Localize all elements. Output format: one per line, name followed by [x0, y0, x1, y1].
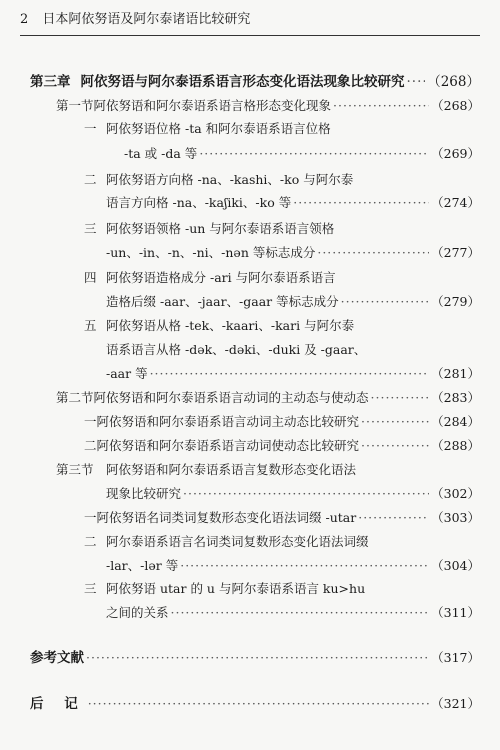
leader-dots — [333, 98, 429, 114]
item-title: 阿依努语和阿尔泰语系语言动词使动态比较研究 — [96, 438, 360, 453]
page-ref: （317） — [431, 650, 480, 665]
chapter-title: 阿依努语与阿尔泰语系语言形态变化语法现象比较研究 — [80, 74, 405, 90]
item-label: 五 — [84, 318, 97, 333]
section-title: 阿依努语和阿尔泰语系语言动词的主动态与使动态 — [93, 390, 369, 405]
leader-dots — [199, 146, 429, 162]
leader-dots — [86, 650, 429, 666]
toc-item-3-2 — [84, 534, 480, 550]
item-title: 阿依努语领格 -un 与阿尔泰语系语言领格 — [106, 221, 335, 236]
page-ref: （277） — [431, 245, 480, 260]
item-title: 阿依努语位格 -ta 和阿尔泰语系语言位格 — [106, 121, 331, 136]
page-ref: （269） — [431, 146, 480, 161]
item-title: 阿依努语和阿尔泰语系语言动词主动态比较研究 — [96, 414, 360, 429]
section-label: 第三节 — [56, 462, 94, 477]
toc-chapter-3 — [30, 74, 480, 90]
toc-afterword — [30, 696, 480, 712]
page-ref: （304） — [431, 558, 480, 573]
page-ref: （283） — [431, 390, 480, 405]
toc-section-1 — [56, 98, 480, 114]
leader-dots — [407, 74, 426, 90]
toc-item-1-4-cont — [106, 294, 480, 310]
afterword-title: 后 记 — [30, 696, 86, 712]
page-ref: （321） — [431, 696, 480, 711]
item-title: 阿依努语方向格 -na、-kashi、-ko 与阿尔泰 — [106, 172, 354, 187]
item-title-cont: -lar、-lər 等 — [106, 558, 179, 573]
book-title: 日本阿依努语及阿尔泰诸语比较研究 — [42, 12, 251, 27]
page-ref: （302） — [431, 486, 480, 501]
toc-item-1-5-cont2 — [106, 366, 480, 382]
toc-item-3-3-cont — [106, 605, 480, 621]
toc-references — [30, 650, 480, 666]
section-title: 阿依努语和阿尔泰语系语言格形态变化现象 — [93, 98, 332, 113]
leader-dots — [180, 558, 429, 574]
item-title-cont: 语言方向格 -na、-kaʃiki、-ko 等 — [106, 195, 292, 210]
page-ref: （288） — [431, 438, 480, 453]
item-label: 三 — [84, 221, 97, 236]
toc-item-1-3-cont — [106, 245, 480, 261]
item-title-cont: -un、-in、-n、-ni、-nən 等标志成分 — [106, 245, 316, 260]
page-ref: （281） — [431, 366, 480, 381]
toc-item-1-1-cont — [124, 146, 480, 162]
item-title-cont: 语系语言从格 -dək、-dəki、-duki 及 -gaar、 — [106, 342, 367, 357]
leader-dots — [293, 195, 429, 211]
item-label: 一 — [84, 414, 97, 429]
chapter-label: 第三章 — [30, 74, 71, 90]
section-label: 第一节 — [56, 98, 94, 113]
page-ref: （274） — [431, 195, 480, 210]
page-ref: （268） — [431, 98, 480, 113]
leader-dots — [361, 438, 429, 454]
item-label: 三 — [84, 581, 97, 596]
section-title: 阿依努语和阿尔泰语系语言复数形态变化语法 — [106, 462, 357, 477]
toc-item-1-3 — [84, 221, 480, 237]
toc-item-3-2-cont — [106, 558, 480, 574]
toc-item-3-3 — [84, 581, 480, 597]
item-title: 阿尔泰语系语言名词类词复数形态变化语法词缀 — [106, 534, 369, 549]
item-label: 一 — [84, 121, 97, 136]
section-label: 第二节 — [56, 390, 94, 405]
header-rule — [20, 35, 480, 36]
item-label: 二 — [84, 534, 97, 549]
item-title: 阿依努语名词类词复数形态变化语法词缀 -utar — [96, 510, 357, 525]
item-title-cont: 之间的关系 — [106, 605, 169, 620]
toc-section-3-cont — [106, 486, 480, 502]
leader-dots — [358, 510, 429, 526]
item-label: 四 — [84, 270, 97, 285]
item-title: 阿依努语 utar 的 u 与阿尔泰语系语言 ku>hu — [106, 581, 366, 596]
section-title-cont: 现象比较研究 — [106, 486, 182, 501]
item-title: 阿依努语造格成分 -ari 与阿尔泰语系语言 — [106, 270, 336, 285]
page-ref: （279） — [431, 294, 480, 309]
item-title-cont: 造格后缀 -aar、-jaar、-gaar 等标志成分 — [106, 294, 339, 309]
leader-dots — [150, 366, 430, 382]
toc-item-1-4 — [84, 270, 480, 286]
toc-item-1-5-cont — [106, 342, 480, 358]
leader-dots — [317, 245, 429, 261]
toc-section-3 — [56, 462, 480, 478]
item-label: 一 — [84, 510, 97, 525]
item-title-cont: -ta 或 -da 等 — [124, 146, 198, 161]
toc-item-2-1 — [84, 414, 480, 430]
page-ref: （268） — [427, 74, 480, 90]
leader-dots — [371, 390, 430, 406]
toc-item-1-2-cont — [106, 195, 480, 211]
item-label: 二 — [84, 172, 97, 187]
page-ref: （303） — [431, 510, 480, 525]
leader-dots — [361, 414, 429, 430]
leader-dots — [341, 294, 430, 310]
references-title: 参考文献 — [30, 650, 84, 666]
page-ref: （311） — [431, 605, 480, 620]
running-header — [20, 8, 250, 27]
toc-item-1-1 — [84, 121, 480, 137]
item-title-cont: -aar 等 — [106, 366, 148, 381]
page-number: 2 — [20, 12, 29, 27]
toc-item-3-1 — [84, 510, 480, 526]
page-ref: （284） — [431, 414, 480, 429]
leader-dots — [88, 696, 429, 712]
item-label: 二 — [84, 438, 97, 453]
toc-item-1-5 — [84, 318, 480, 334]
toc-item-1-2 — [84, 172, 480, 188]
item-title: 阿依努语从格 -tek、-kaari、-kari 与阿尔泰 — [106, 318, 355, 333]
toc-item-2-2 — [84, 438, 480, 454]
leader-dots — [171, 605, 430, 621]
leader-dots — [183, 486, 429, 502]
toc-section-2 — [56, 390, 480, 406]
